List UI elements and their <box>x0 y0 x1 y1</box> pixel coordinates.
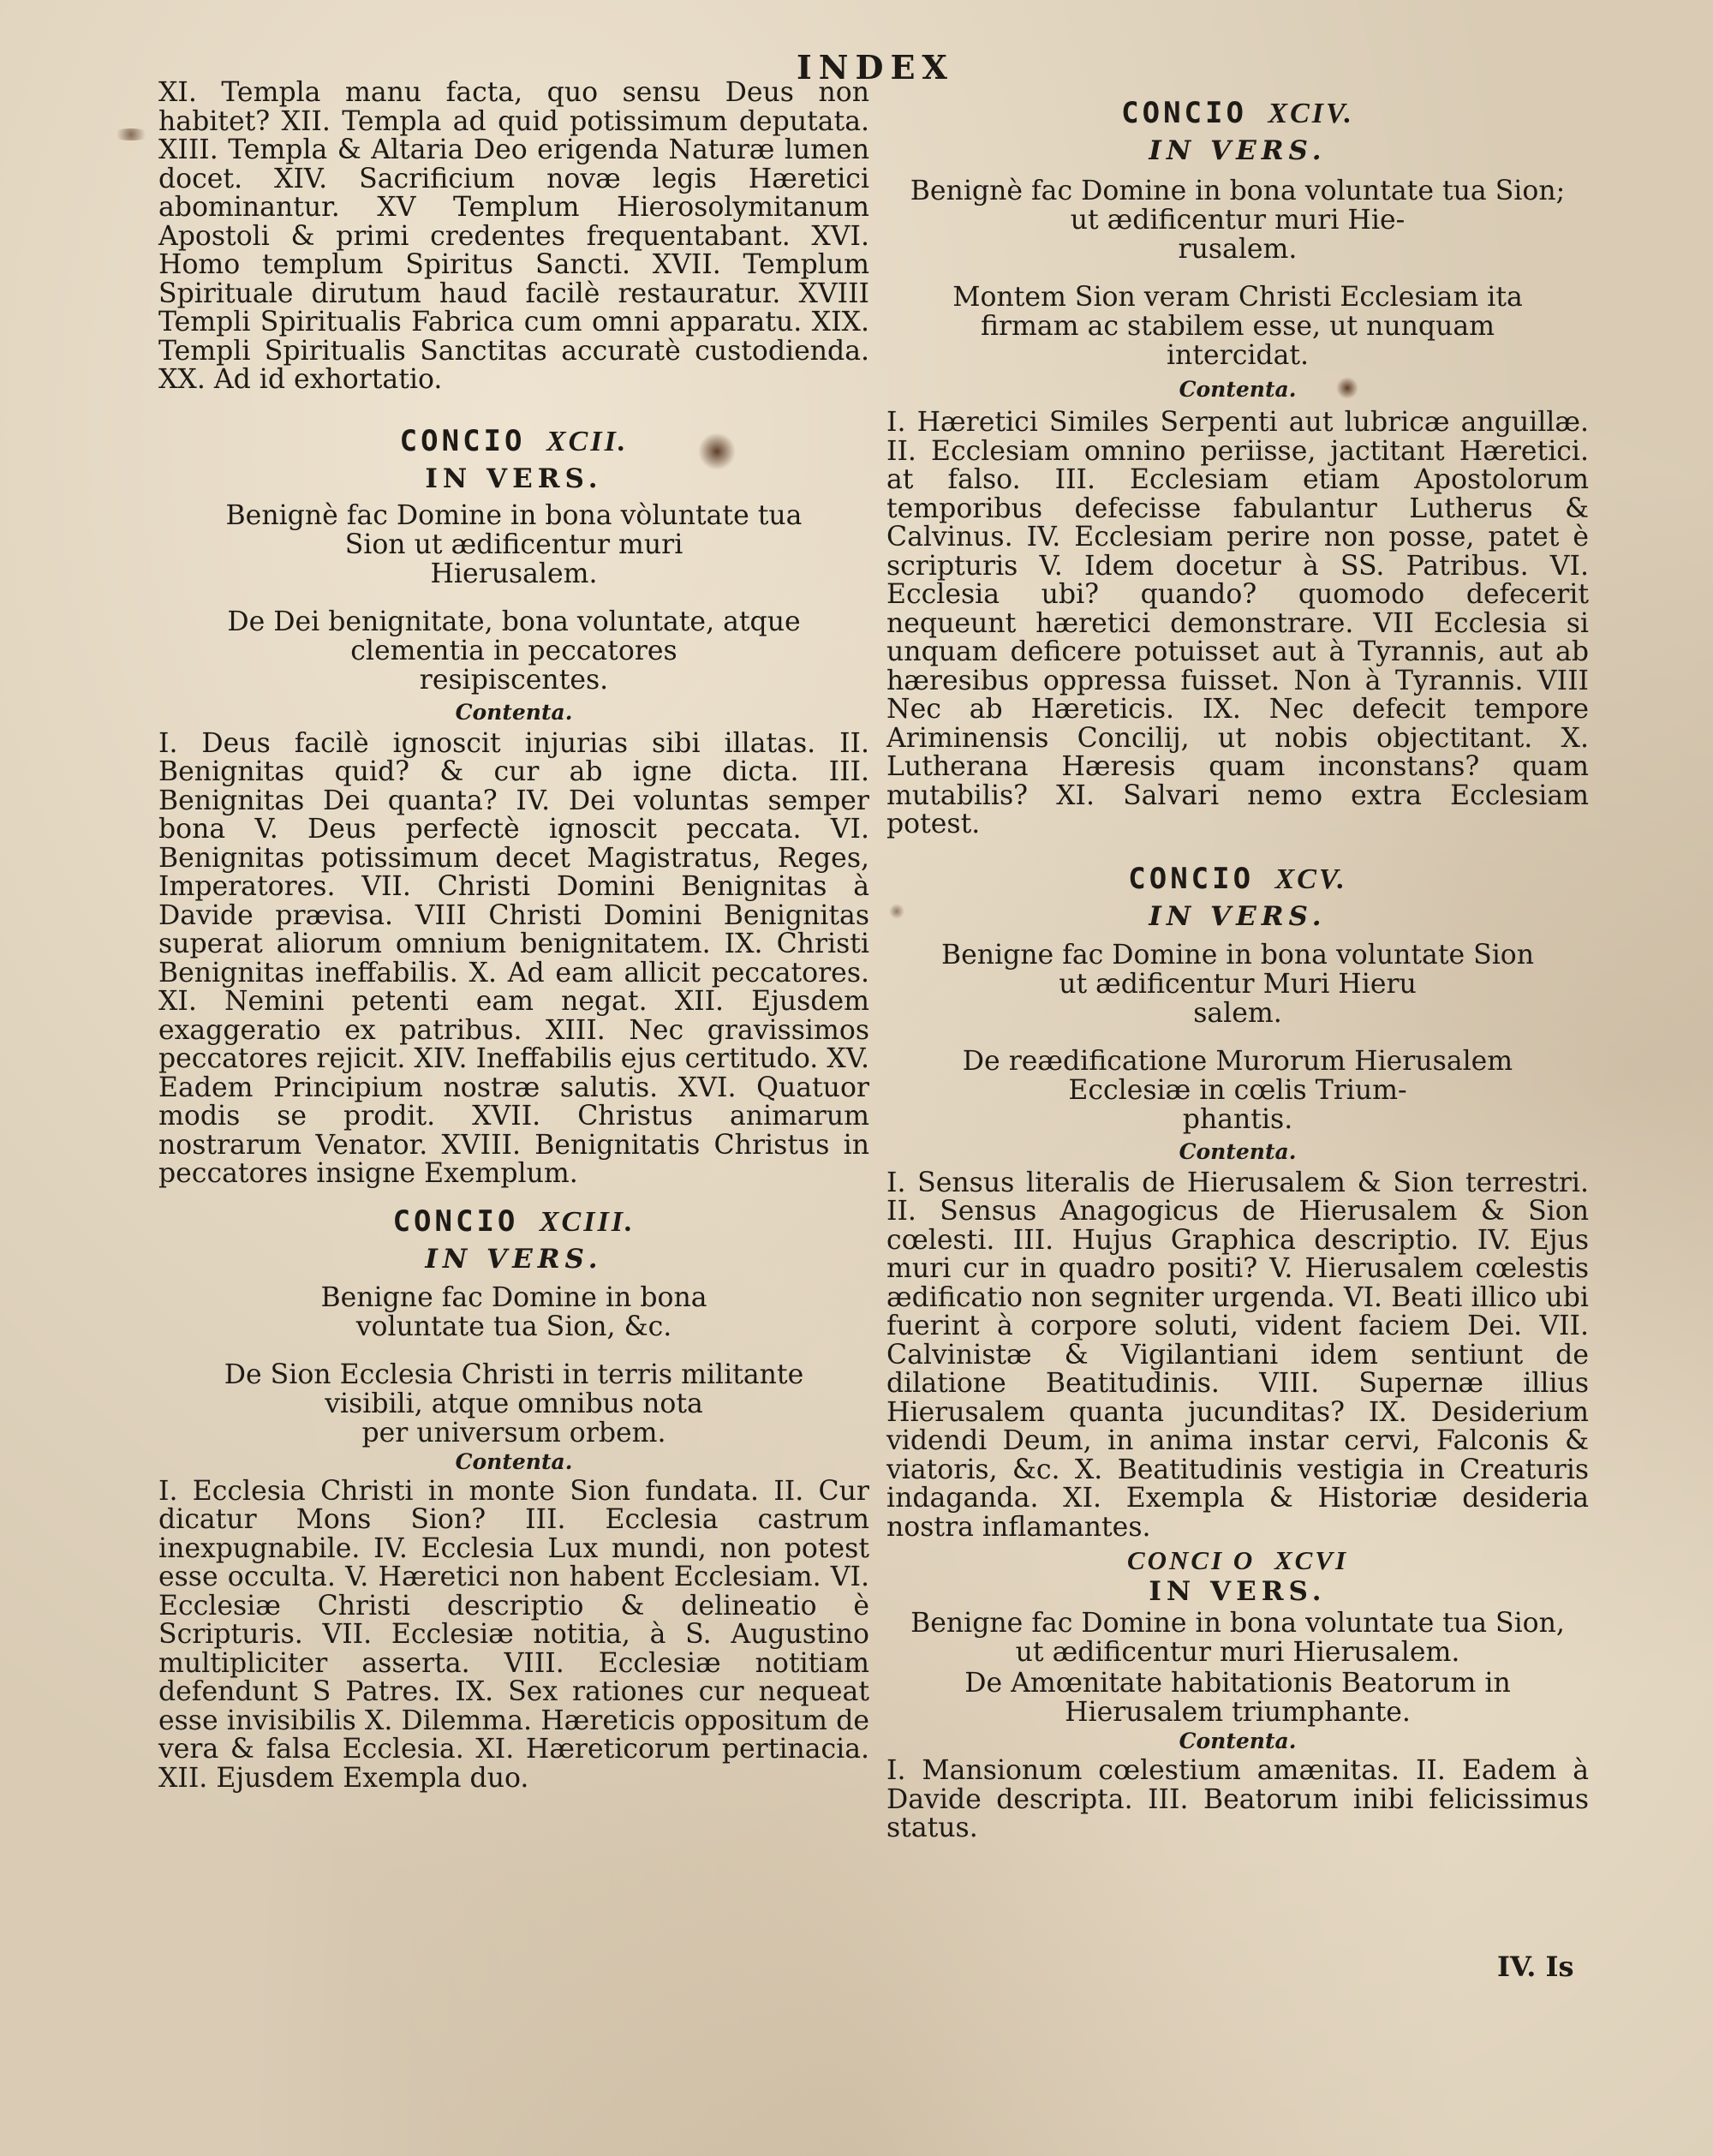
concio-96-section <box>886 1545 1589 1843</box>
concio-92-verse <box>158 501 869 588</box>
concio-94-verse <box>886 176 1589 264</box>
concio-94-numeral: XCIV. <box>1268 98 1354 129</box>
verse-line: Benignè fac Domine in bona voluntate tua Sion; <box>910 176 1566 206</box>
concio-94-title-word: CONCIO <box>1121 96 1247 130</box>
concio-96-subject <box>886 1669 1589 1727</box>
subject-line: intercidat. <box>1166 340 1310 371</box>
concio-92-contenta: Contenta. <box>455 699 573 725</box>
subject-line: De Dei benignitate, bona voluntate, atque clementia in peccatores <box>227 606 801 666</box>
concio-96-contents: I. Mansionum cœlestium amænitas. II. Eadem à Davide descripta. III. Beatorum inibi felicissimus status. <box>886 1755 1589 1843</box>
intro-paragraph: XI. Templa manu facta, quo sensu Deus non habitet? XII. Templa ad quid potissimum deputata. XIII. Templa & Altaria Deo erigenda Naturæ lumen docet. XIV. Sacrificium novæ legis Hæretici abominantur. XV Templum Hierosolymitanum Apostoli & primi credentes frequentabant. XVI. Homo templum Spiritus Sancti. XVII. Templum Spirituale dirutum haud facilè restauratur. XVIII Templi Spiritualis Fabrica cum omni apparatu. XIX. Templi Spiritualis Sanctitas accuratè custodienda. XX. Ad id exhortatio. <box>158 77 869 395</box>
concio-96-in-vers: IN VERS. <box>1149 1576 1327 1607</box>
verse-line: Sion ut ædificentur muri <box>344 529 683 560</box>
concio-96-title <box>886 1545 1589 1576</box>
concio-95-in-vers: IN VERS. <box>1149 900 1327 932</box>
concio-92-title-word: CONCIO <box>399 423 526 458</box>
left-column <box>158 79 869 1793</box>
concio-94-section <box>886 96 1589 839</box>
concio-94-title <box>886 96 1589 130</box>
concio-94-contents: I. Hæretici Similes Serpenti aut lubricæ anguillæ. II. Ecclesiam omnino periisse, jactitant Hæretici. at falso. III. Ecclesiam etiam Apostolorum temporibus defecisse fabulantur Lutherus & Calvinus. IV. Ecclesiam perire non posse, patet è scripturis V. Idem docetur à SS. Patribus. VI. Ecclesia ubi? quando? quomodo defecerit nequeunt hæretici demonstrare. VII Ecclesia si unquam deficere potuisset aut à Tyrannis, aut ab hæresibus oppressa fuisset. Non à Tyrannis. VIII Nec ab Hæreticis. IX. Nec defecit tempore Ariminensis Concilij, ut nobis objectitant. X. Lutherana Hæresis quam inconstans? quam mutabilis? XI. Salvari nemo extra Ecclesiam potest. <box>886 407 1589 839</box>
concio-95-section <box>886 862 1589 1543</box>
concio-95-verse <box>886 941 1589 1028</box>
concio-93-contents: I. Ecclesia Christi in monte Sion fundata. II. Cur dicatur Mons Sion? III. Ecclesia castrum inexpugnabile. IV. Ecclesia Lux mundi, non potest esse occulta. V. Hæretici non habent Ecclesiam. VI. Ecclesiæ Christi descriptio & delineatio è Scripturis. VII. Ecclesiæ notitia, à S. Augustino multipliciter asserta. VIII. Ecclesiæ notitiam defendunt S Patres. IX. Sex rationes cur nequeat esse invisibilis X. Dilemma. Hæreticis oppositum de vera & falsa Ecclesia. XI. Hæreticorum pertinacia. XII. Ejusdem Exempla duo. <box>158 1475 869 1794</box>
subject-line: visibili, atque omnibus nota <box>325 1388 703 1419</box>
concio-92-title <box>158 424 869 458</box>
concio-93-subject <box>158 1360 869 1448</box>
verse-line: salem. <box>1193 997 1282 1029</box>
concio-96-title-word: CONCI O <box>1126 1545 1256 1575</box>
verse-line: Benignè fac Domine in bona vòluntate tua <box>225 499 803 531</box>
concio-95-contents: I. Sensus literalis de Hierusalem & Sion terrestri. II. Sensus Anagogicus de Hierusalem & Sion cœlesti. III. Hujus Graphica descriptio. IV. Ejus muri cur in quadro positi? V. Hierusalem cœlestis ædificatio non segniter urgenda. VI. Beati illico ubi fuerint à corpore soluti, vident faciem Dei. VII. Calvinistæ & Vigilantiani idem sentiunt de dilatione Beatitudinis. VIII. Supernæ illius Hierusalem quanta jucunditas? IX. Desiderium videndi Deum, in anima instar cervi, Falconis & viatoris, &c. X. Beatitudinis vestigia in Creaturis indaganda. XI. Exempla & Historiæ desideria nostra inflamantes. <box>886 1167 1589 1543</box>
concio-96-numeral: XCVI <box>1274 1545 1349 1575</box>
verse-line: Hierusalem. <box>430 558 598 589</box>
concio-95-contenta: Contenta. <box>1179 1138 1297 1164</box>
right-column <box>886 96 1589 1843</box>
verse-line: ut ædificentur muri Hierusalem. <box>1015 1637 1460 1668</box>
concio-93-section <box>158 1204 869 1794</box>
concio-93-verse <box>158 1283 869 1341</box>
running-head: INDEX <box>797 48 954 87</box>
verse-line: Benigne fac Domine in bona voluntate tua Sion, &c. <box>320 1281 707 1342</box>
concio-92-in-vers: IN VERS. <box>425 463 603 494</box>
verse-line: rusalem. <box>1178 234 1298 265</box>
subject-line: Ecclesiæ in cœlis Trium- <box>1068 1074 1407 1106</box>
concio-94-subject <box>886 283 1589 370</box>
ink-stain <box>111 128 151 140</box>
concio-93-contenta: Contenta. <box>455 1448 573 1474</box>
concio-93-title <box>158 1204 869 1239</box>
subject-line: resipiscentes. <box>419 664 609 696</box>
verse-line: ut ædificentur Muri Hieru <box>1059 968 1417 1000</box>
concio-93-in-vers: IN VERS. <box>425 1243 603 1275</box>
concio-95-numeral: XCV. <box>1274 863 1347 895</box>
concio-92-contents: I. Deus facilè ignoscit injurias sibi illatas. II. Benignitas quid? & cur ab igne dicta. III. Benignitas Dei quanta? IV. Dei voluntas semper bona V. Deus perfectè ignoscit peccata. VI. Benignitas potissimum decet Magistratus, Reges, Imperatores. VII. Christi Domini Benignitas à Davide prævisa. VIII Christi Domini Benignitas superat aliorum omnium benignitatem. IX. Christi Benignitas ineffabilis. X. Ad eam allicit peccatores. XI. Nemini petenti eam negat. XII. Ejusdem exaggeratio ex patribus. XIII. Nec gravissimos peccatores rejicit. XIV. Ineffabilis ejus certitudo. XV. Eadem Principium nostræ salutis. XVI. Quatuor modis se prodit. XVII. Christus animarum nostrarum Venator. XVIII. Benignitatis Christus in peccatores insigne Exemplum. <box>158 727 869 1189</box>
subject-line: per universum orbem. <box>361 1417 666 1448</box>
subject-line: De Sion Ecclesia Christi in terris militante <box>224 1359 804 1390</box>
subject-line: De reædificatione Murorum Hierusalem <box>962 1045 1513 1077</box>
subject-line: phantis. <box>1182 1103 1293 1135</box>
concio-95-title-word: CONCIO <box>1128 861 1255 896</box>
concio-94-in-vers: IN VERS. <box>1149 135 1327 166</box>
concio-92-numeral: XCII. <box>546 425 629 457</box>
catchword: IV. Is <box>1497 1950 1574 1983</box>
verse-line: ut ædificentur muri Hie- <box>1070 205 1406 236</box>
concio-95-title <box>886 862 1589 896</box>
concio-96-verse <box>886 1609 1589 1667</box>
subject-line: Montem Sion veram Christi Ecclesiam ita firmam ac stabilem esse, ut nunquam <box>952 282 1523 342</box>
verse-line: Benigne fac Domine in bona voluntate Sion <box>940 939 1535 970</box>
concio-95-subject <box>886 1047 1589 1134</box>
concio-94-contenta: Contenta. <box>1179 377 1297 402</box>
concio-93-numeral: XCIII. <box>539 1205 636 1238</box>
concio-92-subject <box>158 607 869 695</box>
subject-line: De Amœnitate habitationis Beatorum in Hierusalem triumphante. <box>964 1668 1511 1728</box>
verse-line: Benigne fac Domine in bona voluntate tua Sion, <box>910 1608 1565 1639</box>
concio-96-contenta: Contenta. <box>1179 1729 1297 1753</box>
concio-92-section <box>158 424 869 1189</box>
concio-93-title-word: CONCIO <box>392 1203 519 1239</box>
